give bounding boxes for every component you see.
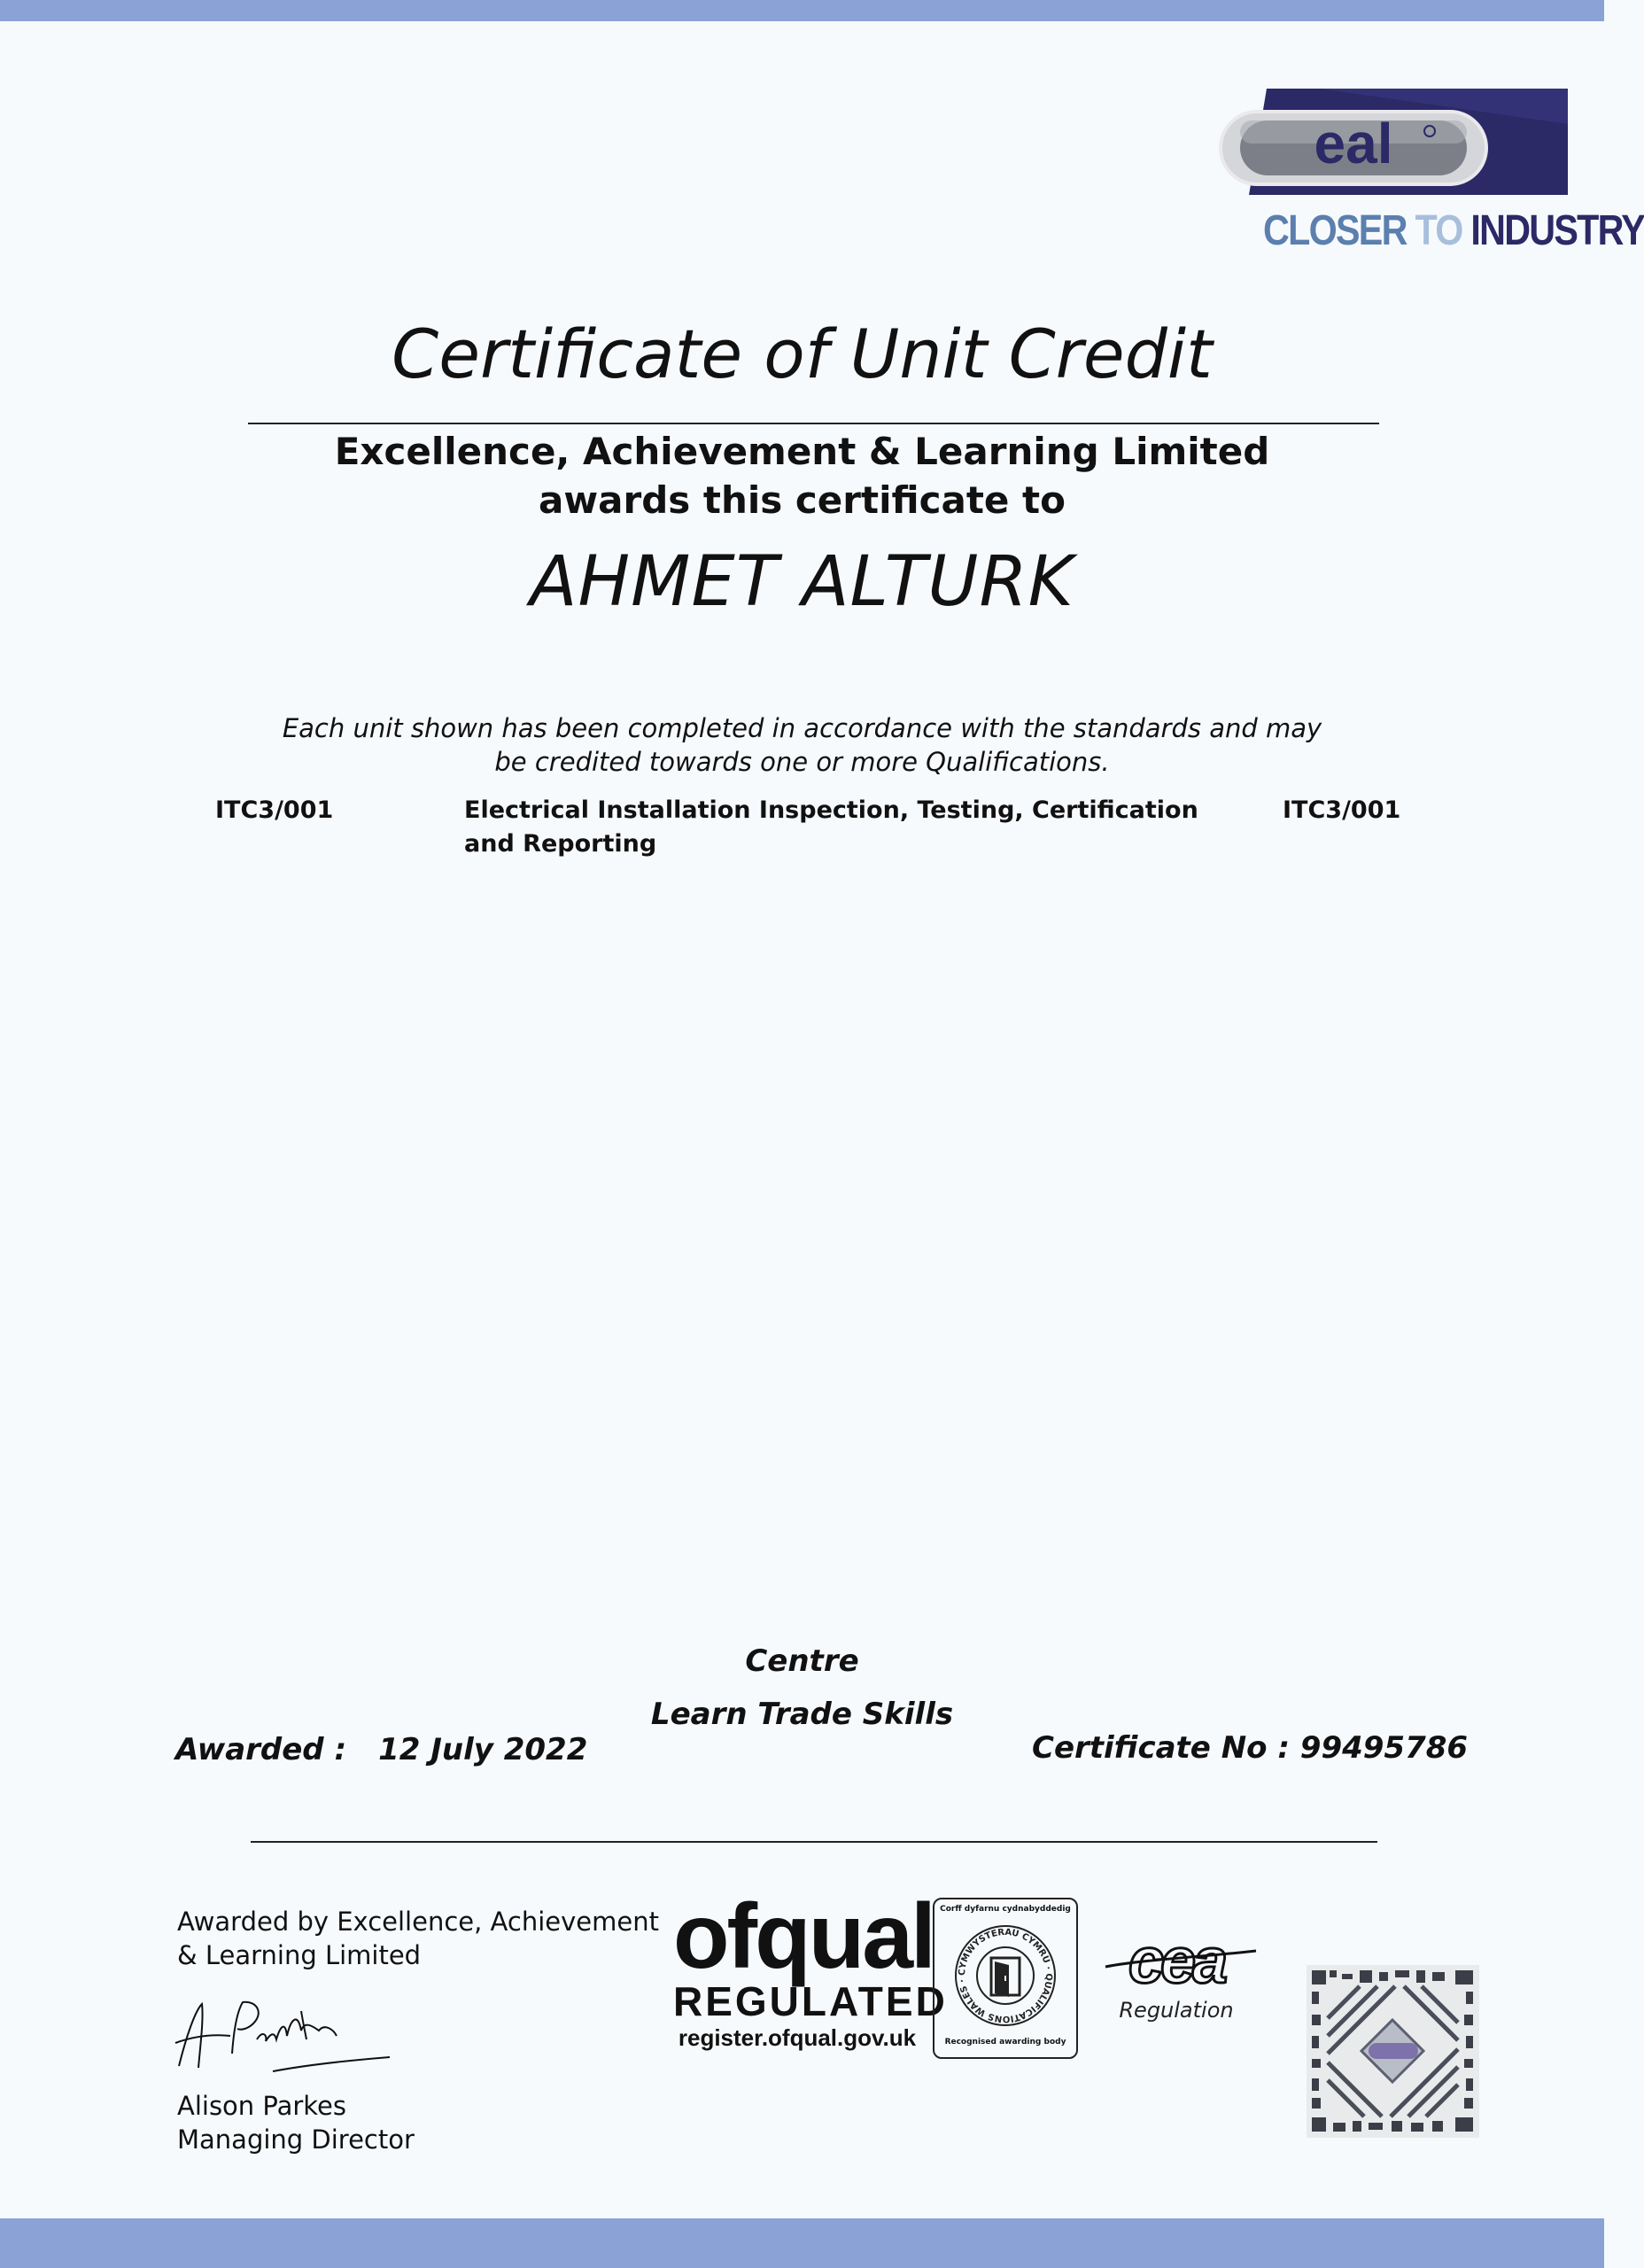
certificate-number: 99495786 <box>1299 1730 1469 1766</box>
signatory-role: Managing Director <box>177 2124 415 2155</box>
organisation-name: Excellence, Achievement & Learning Limited <box>334 430 1270 473</box>
tagline-part1: CLOSER <box>1263 207 1407 254</box>
title-divider <box>248 423 1379 424</box>
qualifications-wales-seal-icon <box>952 1922 1059 2029</box>
qualifications-wales-logo <box>933 1898 1078 2059</box>
signatory-name: Alison Parkes <box>177 2091 346 2121</box>
signature-image <box>168 1984 399 2082</box>
cea-regulation-label: Regulation <box>1119 1998 1234 2023</box>
recipient-name: AHMET ALTURK <box>530 542 1074 622</box>
certificate-number-label: Certificate No : <box>1032 1730 1290 1766</box>
statement-line-1: Each unit shown has been completed in accordance with the standards and may <box>282 713 1322 743</box>
awarded-date: 12 July 2022 <box>378 1732 588 1767</box>
statement-line-2: be credited towards one or more Qualifications. <box>494 747 1110 777</box>
ofqual-word: ofqual <box>673 1885 934 1988</box>
centre-name: Learn Trade Skills <box>650 1697 954 1732</box>
tagline-part3: INDUSTRY <box>1470 207 1644 254</box>
awarded-by-line-1: Awarded by Excellence, Achievement <box>177 1907 659 1937</box>
logo-tagline <box>1263 206 1644 255</box>
awarded-field <box>175 1732 587 1767</box>
ofqual-url: register.ofqual.gov.uk <box>678 2024 917 2051</box>
centre-label: Centre <box>745 1643 859 1679</box>
ofqual-logo <box>673 1885 948 2052</box>
security-hologram-icon <box>1307 1965 1479 2138</box>
awards-line: awards this certificate to <box>539 478 1066 522</box>
tagline-part2: TO <box>1415 207 1462 254</box>
footer-divider <box>251 1841 1377 1843</box>
cea-logo-text: cea <box>1128 1926 1225 1997</box>
certificate-title: Certificate of Unit Credit <box>392 315 1213 393</box>
awarded-by-text <box>177 1905 673 1972</box>
signatory <box>177 2089 415 2156</box>
unit-title-line-2: and Reporting <box>464 830 657 858</box>
unit-reference: ITC3/001 <box>1283 796 1401 824</box>
awarded-label: Awarded : <box>175 1732 347 1767</box>
unit-code: ITC3/001 <box>215 796 334 824</box>
qw-top-text: Corff dyfarnu cydnabyddedig <box>940 1905 1071 1914</box>
bottom-border-band <box>0 2218 1604 2268</box>
eal-logo <box>1214 89 1644 266</box>
certificate-number-field <box>1032 1730 1468 1766</box>
qw-ring-text: CYMWYSTERAU CYMRU · QUALIFICATIONS WALES · <box>957 1927 1054 2024</box>
awarded-by-line-2: & Learning Limited <box>177 1940 422 1970</box>
ofqual-regulated: REGULATED <box>673 1978 948 2024</box>
qw-bottom-text: Recognised awarding body <box>944 2038 1066 2047</box>
unit-title-line-1: Electrical Installation Inspection, Testing, Certification <box>464 796 1198 824</box>
top-border-band <box>0 0 1604 21</box>
eal-badge-text: eal <box>1314 112 1393 175</box>
eal-badge-icon <box>1214 89 1568 204</box>
